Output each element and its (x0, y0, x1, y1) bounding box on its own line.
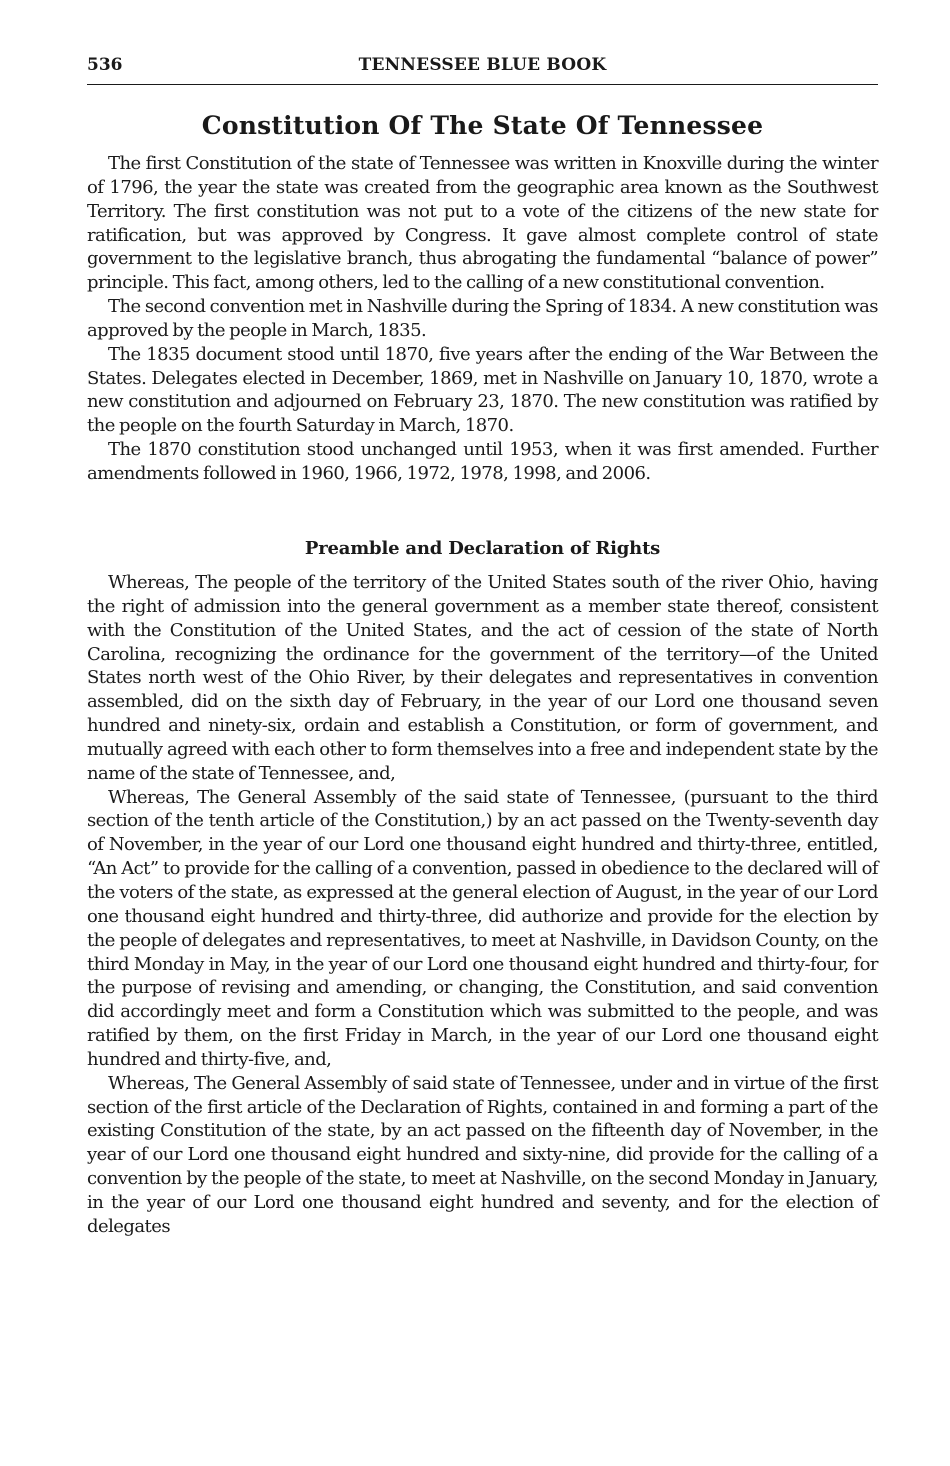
header-rule (87, 84, 878, 85)
intro-section (87, 152, 878, 486)
intro-paragraph: The 1835 document stood until 1870, five years after the ending of the War Between the States. Delegates elected in December, 1869, met in Nashville on January 10, 1870, wrote a new constitution and adjourned on February 23, 1870. The new constitution was ratified by the people on the fourth Saturday in March, 1870. (87, 343, 878, 437)
intro-paragraph: The first Constitution of the state of Tennessee was written in Knoxville during the winter of 1796, the year the state was created from the geographic area known as the Southwest Territory. The first constitution was not put to a vote of the citizens of the new state for ratification, but was approved by Congress. It gave almost complete control of state government to the legislative branch, thus abrogating the fundamental “balance of power” principle. This fact, among others, led to the calling of a new constitutional convention. (87, 153, 878, 294)
page-title: Constitution Of The State Of Tennessee (201, 111, 764, 140)
running-title: TENNESSEE BLUE BOOK (358, 55, 607, 75)
preamble-section (87, 571, 878, 1239)
section-heading: Preamble and Declaration of Rights (304, 538, 661, 559)
preamble-paragraph: Whereas, The people of the territory of the United States south of the river Ohio, having the right of admission into the general government as a member state thereof, consistent with the Constitution of the United States, and the act of cession of the state of North Carolina, recognizing the ordinance for the government of the territory—of the United States north west of the Ohio River, by their delegates and representatives in convention assembled, did on the sixth day of February, in the year of our Lord one thousand seven hundred and ninety-six, ordain and establish a Constitution, or form of government, and mutually agreed with each other to form themselves into a free and independent state by the name of the state of Tennessee, and, (87, 572, 878, 784)
preamble-paragraph: Whereas, The General Assembly of the said state of Tennessee, (pursuant to the third section of the tenth article of the Constitution,) by an act passed on the Twenty-seventh day of November, in the year of our Lord one thousand eight hundred and thirty-three, entitled, “An Act” to provide for the calling of a convention, passed in obedience to the declared will of the voters of the state, as expressed at the general election of August, in the year of our Lord one thousand eight hundred and thirty-three, did authorize and provide for the election by the people of delegates and representatives, to meet at Nashville, in Davidson County, on the third Monday in May, in the year of our Lord one thousand eight hundred and thirty-four, for the purpose of revising and amending, or changing, the Constitution, and said convention did accordingly meet and form a Constitution which was submitted to the people, and was ratified by them, on the first Friday in March, in the year of our Lord one thousand eight hundred and thirty-five, and, (87, 786, 878, 1070)
preamble-paragraph: Whereas, The General Assembly of said state of Tennessee, under and in virtue of the first section of the first article of the Declaration of Rights, contained in and forming a part of the existing Constitution of the state, by an act passed on the fifteenth day of November, in the year of our Lord one thousand eight hundred and sixty-nine, did provide for the calling of a convention by the people of the state, to meet at Nashville, on the second Monday in January, in the year of our Lord one thousand eight hundred and seventy, and for the election of delegates (87, 1072, 878, 1237)
intro-paragraph: The second convention met in Nashville during the Spring of 1834. A new constitution was approved by the people in March, 1835. (87, 296, 878, 341)
intro-paragraph: The 1870 constitution stood unchanged until 1953, when it was first amended. Further amendments followed in 1960, 1966, 1972, 1978, 1998, and 2006. (87, 439, 878, 484)
page-number: 536 (87, 55, 123, 75)
running-header (87, 54, 878, 76)
